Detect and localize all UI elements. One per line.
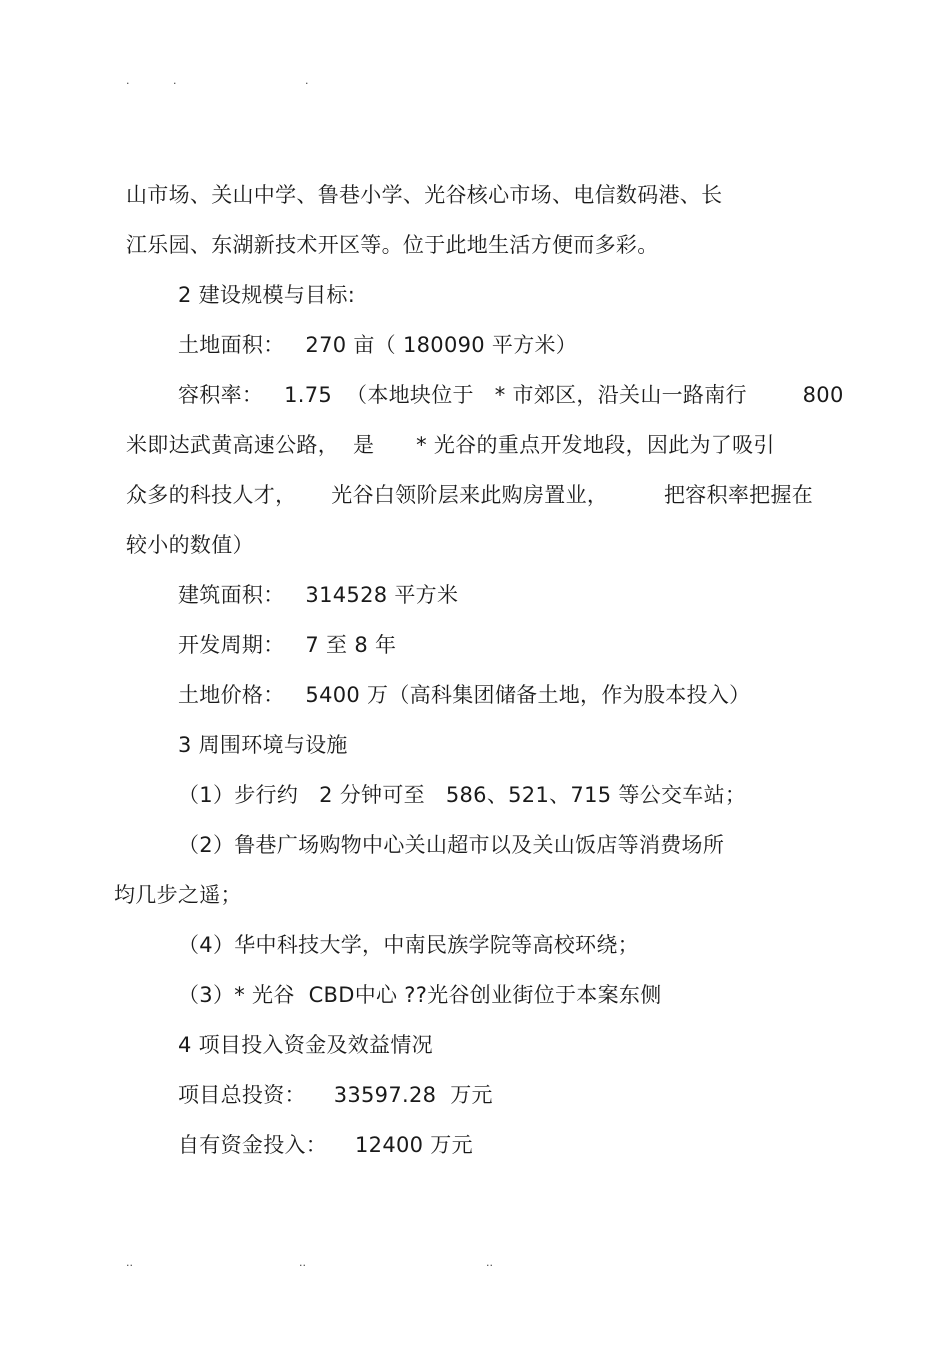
footer-dot: .. — [299, 1256, 306, 1269]
list-item: （4）华中科技大学，中南民族学院等高校环绕； — [178, 933, 639, 957]
list-item: （1）步行约 2 分钟可至 586、521、715 等公交车站； — [178, 783, 747, 807]
section-heading: 4 项目投入资金及效益情况 — [178, 1033, 433, 1057]
text-line: 米即达武黄高速公路， 是 * 光谷的重点开发地段，因此为了吸引 — [126, 433, 775, 457]
text-line: 较小的数值） — [126, 533, 254, 557]
text-line: 山市场、关山中学、鲁巷小学、光谷核心市场、电信数码港、长 — [126, 183, 723, 207]
text-line: 均几步之遥； — [114, 883, 242, 907]
footer-dot: .. — [486, 1256, 493, 1269]
header-dot: . — [173, 74, 177, 87]
header-dot: . — [126, 74, 130, 87]
text-line: 建筑面积： 314528 平方米 — [178, 583, 459, 607]
text-line: 项目总投资： 33597.28 万元 — [178, 1083, 493, 1107]
text-line: 容积率： 1.75 （本地块位于 * 市郊区，沿关山一路南行 800 — [178, 383, 844, 407]
text-line: 开发周期： 7 至 8 年 — [178, 633, 397, 657]
section-heading: 2 建设规模与目标: — [178, 283, 356, 307]
text-line: 土地价格： 5400 万（高科集团储备土地，作为股本投入） — [178, 683, 751, 707]
section-heading: 3 周围环境与设施 — [178, 733, 348, 757]
header-dot: . — [305, 74, 309, 87]
text-line: 土地面积： 270 亩（ 180090 平方米） — [178, 333, 578, 357]
text-line: 自有资金投入： 12400 万元 — [178, 1133, 473, 1157]
list-item: （3）* 光谷 CBD中心 ??光谷创业街位于本案东侧 — [178, 983, 662, 1007]
footer-dot: .. — [126, 1256, 133, 1269]
text-line: 众多的科技人才， 光谷白领阶层来此购房置业， 把容积率把握在 — [126, 483, 814, 507]
list-item: （2）鲁巷广场购物中心关山超市以及关山饭店等消费场所 — [178, 833, 725, 857]
text-line: 江乐园、东湖新技术开区等。位于此地生活方便而多彩。 — [126, 233, 659, 257]
